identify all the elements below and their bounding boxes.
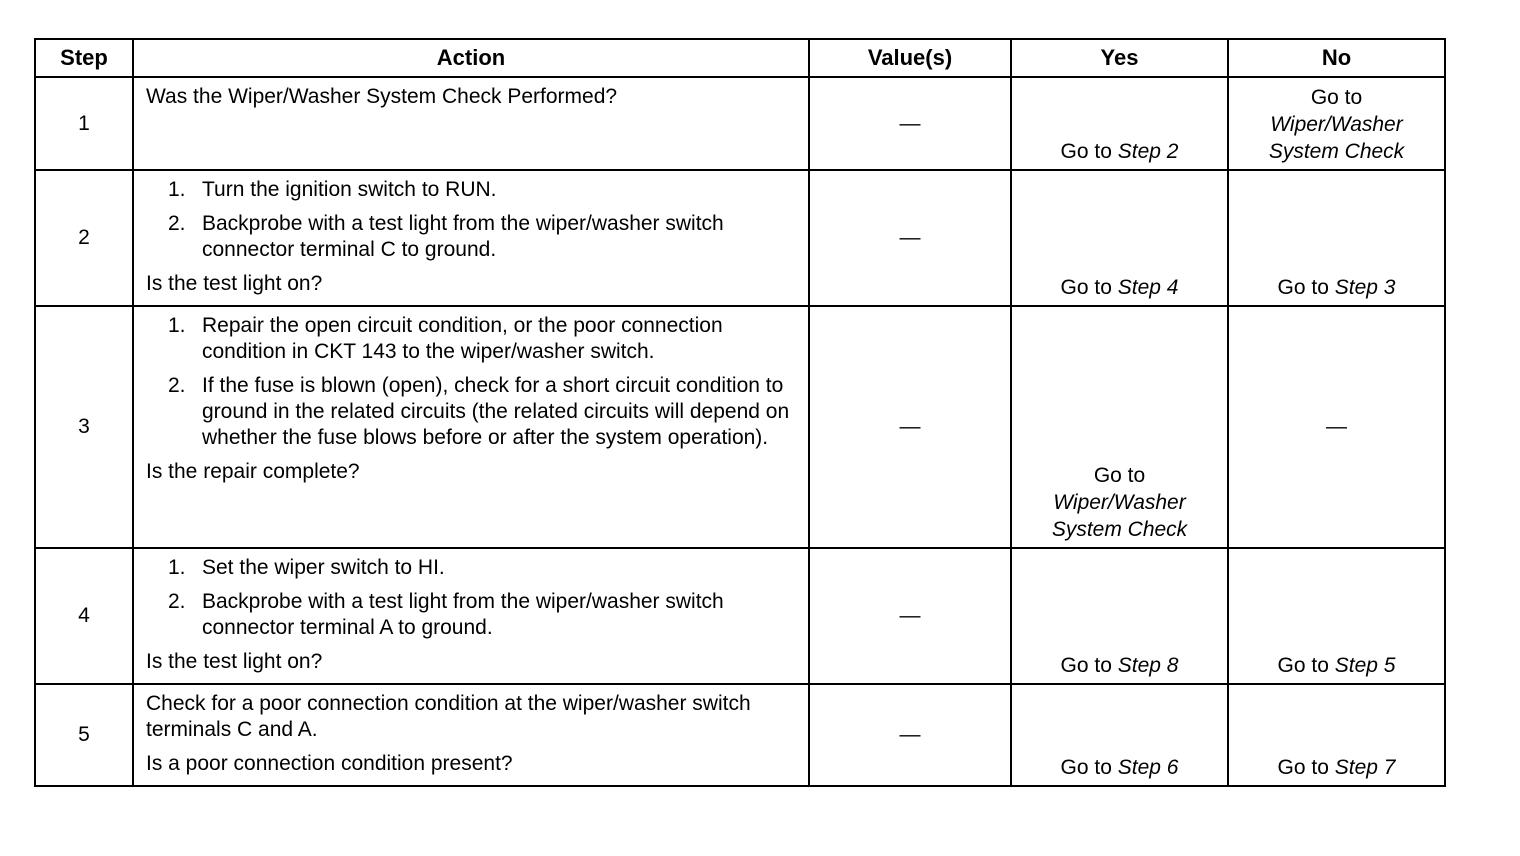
header-action: Action (133, 39, 809, 77)
item-text: Backprobe with a test light from the wiper/washer switch connector terminal C to ground. (202, 212, 724, 261)
table-row (35, 548, 1445, 684)
action-list (146, 313, 798, 451)
action-text: Was the Wiper/Washer System Check Performed? (146, 85, 618, 108)
header-values: Value(s) (809, 39, 1011, 77)
yes-cell (1011, 548, 1228, 684)
table-row (35, 77, 1445, 170)
value-cell: — (809, 548, 1011, 684)
step-number: 1 (35, 77, 133, 170)
diagnostic-table (34, 38, 1446, 787)
step-reference: Step 7 (1334, 756, 1396, 779)
item-text: Turn the ignition switch to RUN. (202, 178, 497, 201)
action-question: Is the test light on? (146, 272, 323, 295)
item-text: If the fuse is blown (open), check for a short circuit condition to ground in the related circuits (the related circuits will depend on whether the fuse blows before or after the system operation). (202, 374, 790, 449)
value-cell: — (809, 170, 1011, 306)
step-number: 5 (35, 684, 133, 786)
action-question: Is a poor connection condition present? (146, 752, 513, 775)
item-text: Repair the open circuit condition, or the poor connection condition in CKT 143 to the wiper/washer switch. (202, 314, 723, 363)
no-cell (1228, 548, 1445, 684)
value-cell: — (809, 684, 1011, 786)
table-row (35, 684, 1445, 786)
yes-cell (1011, 684, 1228, 786)
item-text: Backprobe with a test light from the wiper/washer switch connector terminal A to ground. (202, 590, 724, 639)
action-text: Check for a poor connection condition at the wiper/washer switch terminals C and A. (146, 692, 751, 741)
header-row (35, 39, 1445, 77)
item-number: 2. (168, 374, 186, 397)
item-number: 1. (168, 314, 186, 337)
item-number: 1. (168, 178, 186, 201)
procedure-reference: System Check (1051, 518, 1188, 541)
no-cell (1228, 684, 1445, 786)
go-to-text: Go to (1060, 654, 1118, 677)
action-question: Is the test light on? (146, 650, 323, 673)
list-item (168, 177, 798, 203)
go-to-text: Go to (1060, 276, 1118, 299)
action-cell (133, 548, 809, 684)
action-list (146, 177, 798, 263)
step-number: 3 (35, 306, 133, 548)
list-item (168, 589, 798, 641)
step-reference: Step 4 (1117, 276, 1179, 299)
go-to-text: Go to (1277, 276, 1335, 299)
action-cell (133, 684, 809, 786)
no-cell (1228, 170, 1445, 306)
item-text: Set the wiper switch to HI. (202, 556, 445, 579)
list-item (168, 211, 798, 263)
step-number: 2 (35, 170, 133, 306)
list-item (168, 373, 798, 451)
step-reference: Step 5 (1334, 654, 1396, 677)
value-cell: — (809, 77, 1011, 170)
value-cell: — (809, 306, 1011, 548)
procedure-reference: Wiper/Washer (1270, 113, 1403, 136)
table-row (35, 306, 1445, 548)
table-row (35, 170, 1445, 306)
go-to-text: Go to (1310, 86, 1363, 109)
yes-cell (1011, 306, 1228, 548)
list-item (168, 555, 798, 581)
item-number: 2. (168, 590, 186, 613)
list-item (168, 313, 798, 365)
go-to-text: Go to (1277, 654, 1335, 677)
header-yes: Yes (1011, 39, 1228, 77)
action-cell (133, 77, 809, 170)
item-number: 2. (168, 212, 186, 235)
procedure-reference: System Check (1268, 140, 1405, 163)
go-to-text: Go to (1060, 756, 1118, 779)
go-to-text: Go to (1093, 464, 1146, 487)
step-reference: Step 3 (1334, 276, 1396, 299)
no-cell: — (1228, 306, 1445, 548)
step-reference: Step 2 (1117, 140, 1179, 163)
yes-cell (1011, 77, 1228, 170)
action-cell (133, 306, 809, 548)
go-to-text: Go to (1060, 140, 1118, 163)
step-reference: Step 8 (1117, 654, 1179, 677)
action-question: Is the repair complete? (146, 460, 360, 483)
header-no: No (1228, 39, 1445, 77)
no-cell (1228, 77, 1445, 170)
action-list (146, 555, 798, 641)
yes-cell (1011, 170, 1228, 306)
step-reference: Step 6 (1117, 756, 1179, 779)
header-step: Step (35, 39, 133, 77)
item-number: 1. (168, 556, 186, 579)
step-number: 4 (35, 548, 133, 684)
go-to-text: Go to (1277, 756, 1335, 779)
procedure-reference: Wiper/Washer (1053, 491, 1186, 514)
action-cell (133, 170, 809, 306)
